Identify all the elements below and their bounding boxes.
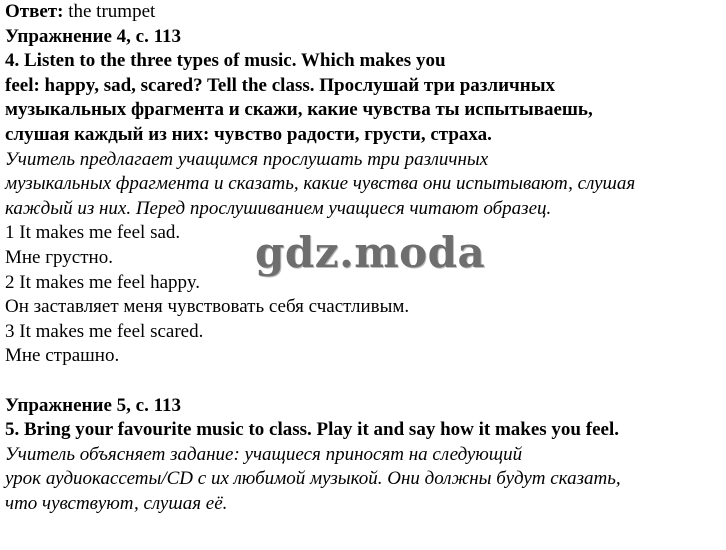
exercise4-task-line: слушая каждый из них: чувство радости, грусти, страха.	[5, 123, 492, 145]
section-spacer	[5, 369, 723, 394]
exercise5-teacher-line: что чувствуют, слушая её.	[5, 492, 228, 514]
exercise4-answer-line: 1 It makes me feel sad.	[5, 222, 181, 244]
exercise4-task-line: feel: happy, sad, scared? Tell the class. Прослушай три различных	[5, 74, 556, 96]
answer-label: Ответ:	[5, 1, 64, 22]
exercise5-teacher-line: урок аудиокассеты/CD с их любимой музыкой. Они должны будут сказать,	[5, 468, 621, 490]
exercise4-heading: Упражнение 4, с. 113	[5, 25, 182, 47]
exercise4-teacher-line: Учитель предлагает учащимся прослушать три различных	[5, 148, 489, 170]
exercise4-task-line: музыкальных фрагмента и скажи, какие чувства ты испытываешь,	[5, 99, 593, 121]
exercise4-answer-line: 2 It makes me feel happy.	[5, 271, 201, 293]
exercise4-task-line: 4. Listen to the three types of music. Which makes you	[5, 50, 446, 72]
exercise4-teacher-line: каждый из них. Перед прослушиванием учащиеся читают образец.	[5, 197, 552, 219]
exercise4-teacher-line: музыкальных фрагмента и сказать, какие чувства они испытывают, слушая	[5, 173, 636, 195]
exercise4-answer-line: Он заставляет меня чувствовать себя счастливым.	[5, 296, 410, 318]
exercise5-teacher-line: Учитель объясняет задание: учащиеся приносят на следующий	[5, 443, 523, 465]
exercise5-task-line: 5. Bring your favourite music to class. Play it and say how it makes you feel.	[5, 419, 619, 441]
answer-line	[5, 0, 723, 25]
answer-value: the trumpet	[63, 1, 156, 22]
exercise4-answer-line: 3 It makes me feel scared.	[5, 320, 204, 342]
watermark: gdz.moda	[255, 228, 486, 277]
exercise4-answer-line: Мне грустно.	[5, 246, 113, 268]
exercise4-answer-line: Мне страшно.	[5, 345, 120, 367]
exercise5-heading: Упражнение 5, с. 113	[5, 394, 182, 416]
